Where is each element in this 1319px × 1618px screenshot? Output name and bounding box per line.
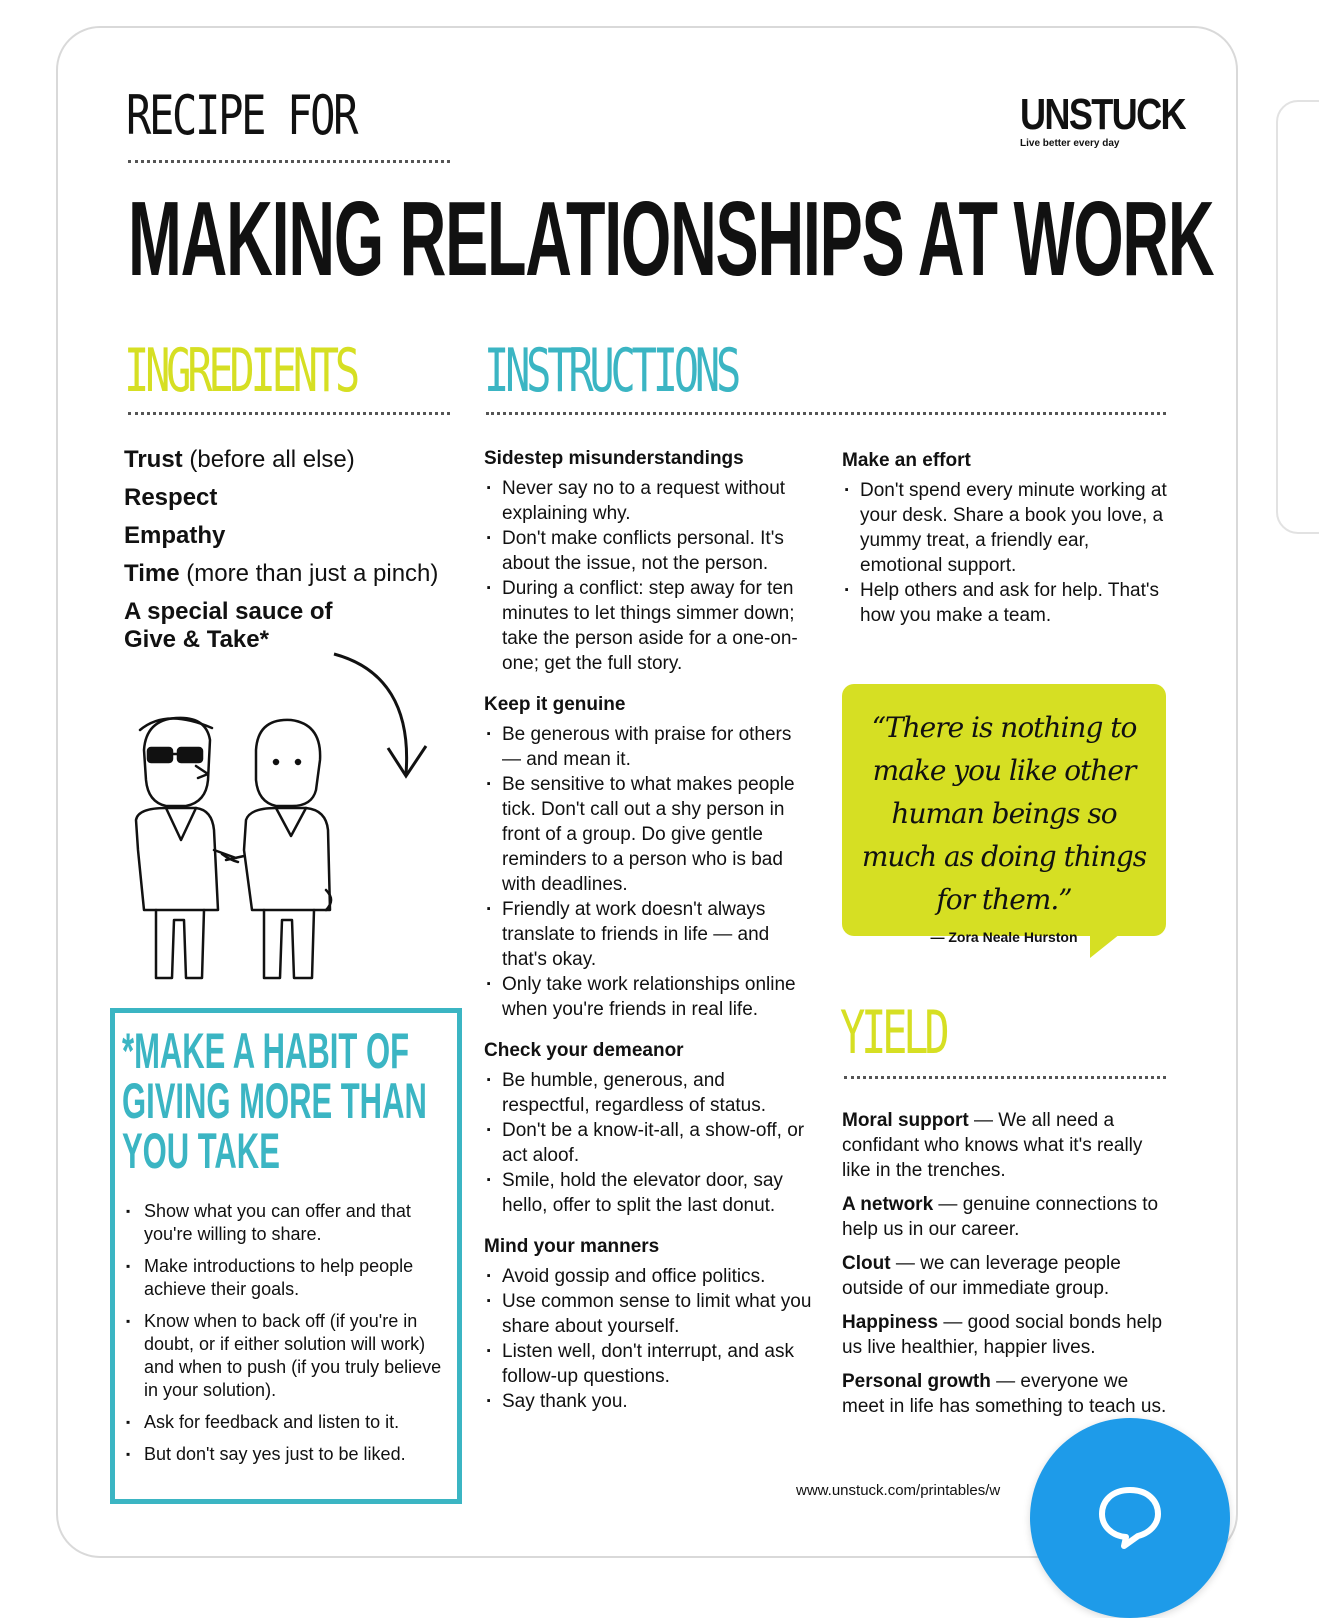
list-item: · Smile, hold the elevator door, say hello, offer to split the last donut. <box>502 1168 814 1218</box>
ingredients-heading: INGREDIENTS <box>124 336 356 406</box>
instruction-group <box>484 1234 814 1414</box>
list-item: · During a conflict: step away for ten minutes to let things simmer down; take the person aside for a one-on-one; get the full story. <box>502 576 814 676</box>
logo-wordmark: UNSTUCK <box>1020 90 1185 139</box>
quote-tail <box>1090 934 1120 958</box>
ingredient-item: Respect <box>124 484 218 511</box>
divider <box>128 412 450 415</box>
handshake-illustration-icon <box>126 710 346 990</box>
chat-button[interactable] <box>1030 1418 1230 1618</box>
yield-list <box>842 1108 1172 1428</box>
instructions-column-1 <box>484 446 814 1430</box>
list-item: · Avoid gossip and office politics. <box>502 1264 814 1289</box>
unstuck-logo <box>1020 90 1185 149</box>
divider <box>486 412 1166 415</box>
list-item: ▪ Make introductions to help people achieve their goals. <box>144 1255 454 1301</box>
yield-item: A network — genuine connections to help us in our career. <box>842 1194 1159 1240</box>
list-item: · Say thank you. <box>502 1389 814 1414</box>
instructions-heading: INSTRUCTIONS <box>484 336 738 406</box>
quote-text: “There is nothing to make you like other human beings so much as doing things for them.” <box>861 711 1147 916</box>
list-item: · Be sensitive to what makes people tick. Don't call out a shy person in front of a group. Do give gentle reminders to a person who is bad with deadlines. <box>502 772 814 897</box>
ingredient-item: Empathy <box>124 522 226 549</box>
quote-box <box>842 684 1166 945</box>
footer-url[interactable]: www.unstuck.com/printables/w <box>796 1482 1001 1499</box>
divider <box>128 160 450 163</box>
list-item: · Don't make conflicts personal. It's about the issue, not the person. <box>502 526 814 576</box>
side-panel-tab[interactable] <box>1276 100 1319 534</box>
list-item: · Never say no to a request without explaining why. <box>502 476 814 526</box>
list-item: · Friendly at work doesn't always translate to friends in life — and that's okay. <box>502 897 814 972</box>
list-item: · Don't spend every minute working at your desk. Share a book you love, a yummy treat, a friendly ear, emotional support. <box>860 478 1168 578</box>
yield-item: Personal growth — everyone we meet in life has something to teach us. <box>842 1371 1167 1417</box>
page-title: MAKING RELATIONSHIPS AT WORK <box>128 180 1214 298</box>
recipe-for-label: RECIPE FOR <box>126 84 357 147</box>
divider <box>844 1076 1166 1079</box>
ingredients-list <box>124 446 438 654</box>
list-item: ▪ Show what you can offer and that you're willing to share. <box>144 1200 454 1246</box>
list-item: · Only take work relationships online when you're friends in real life. <box>502 972 814 1022</box>
instruction-group <box>484 446 814 676</box>
group-heading: Mind your manners <box>484 1236 660 1257</box>
yield-item: Happiness — good social bonds help us live healthier, happier lives. <box>842 1312 1163 1358</box>
chat-bubble-icon <box>1096 1484 1164 1550</box>
group-heading: Check your demeanor <box>484 1040 684 1061</box>
habit-list <box>124 1200 454 1475</box>
list-item: · Help others and ask for help. That's how you make a team. <box>860 578 1168 628</box>
yield-item: Moral support — We all need a confidant who knows what it's really like in the trenches. <box>842 1110 1143 1181</box>
yield-item: Clout — we can leverage people outside of our immediate group. <box>842 1253 1121 1299</box>
list-item: ▪ Ask for feedback and listen to it. <box>144 1411 454 1434</box>
group-heading: Make an effort <box>842 450 971 471</box>
ingredient-item: Trust (before all else) <box>124 446 355 473</box>
instruction-group <box>484 1038 814 1218</box>
ingredient-item: Give & Take* <box>124 626 269 653</box>
list-item: ▪ But don't say yes just to be liked. <box>144 1443 454 1466</box>
group-heading: Sidestep misunderstandings <box>484 448 744 469</box>
ingredient-item: Time (more than just a pinch) <box>124 560 439 587</box>
habit-title: *MAKE A HABIT OF GIVING MORE THAN YOU TAKE <box>122 1023 427 1179</box>
logo-tagline: Live better every day <box>1020 138 1120 149</box>
ingredient-item: A special sauce of <box>124 598 333 625</box>
list-item: ▪ Know when to back off (if you're in doubt, or if either solution will work) and when to push (if you truly believe in your solution). <box>144 1310 454 1402</box>
instruction-group <box>484 692 814 1022</box>
group-heading: Keep it genuine <box>484 694 626 715</box>
instructions-column-2 <box>842 448 1168 644</box>
list-item: · Don't be a know-it-all, a show-off, or act aloof. <box>502 1118 814 1168</box>
quote-author: — Zora Neale Hurston <box>930 929 1078 945</box>
list-item: · Listen well, don't interrupt, and ask follow-up questions. <box>502 1339 814 1389</box>
list-item: · Be generous with praise for others — and mean it. <box>502 722 814 772</box>
list-item: · Be humble, generous, and respectful, regardless of status. <box>502 1068 814 1118</box>
list-item: · Use common sense to limit what you share about yourself. <box>502 1289 814 1339</box>
yield-heading: YIELD <box>840 998 946 1068</box>
